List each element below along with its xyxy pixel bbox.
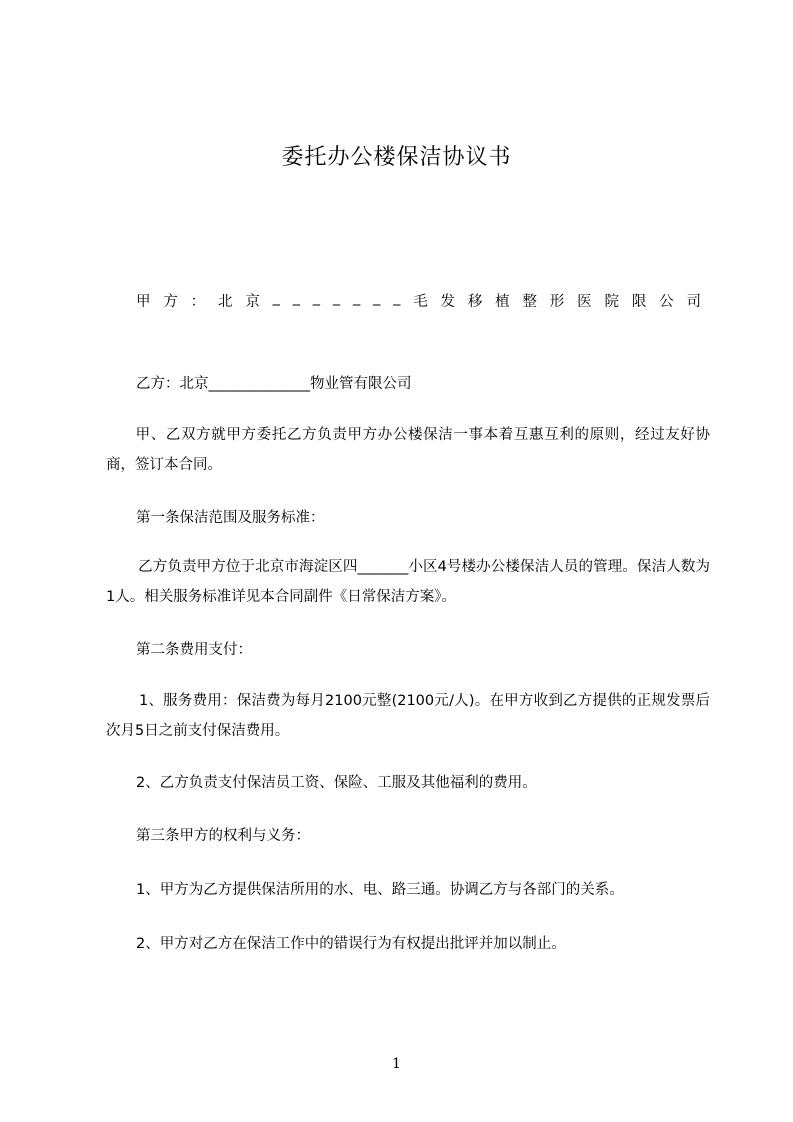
party-a-char: 北 [217, 294, 233, 310]
article2-item2: 2、乙方负责支付保洁员工资、保险、工服及其他福利的费用。 [136, 775, 537, 791]
article3-item2: 2、甲方对乙方在保洁工作中的错误行为有权提出批评并加以制止。 [136, 936, 566, 952]
party-a-char: _ [292, 290, 300, 306]
party-a-char: 发 [440, 294, 456, 310]
intro-text: 甲、乙双方就甲方委托乙方负责甲方办公楼保洁一事本着互惠互利的原则，经过友好协商，签订本合同。 [106, 427, 710, 473]
party-a-line [136, 290, 701, 311]
article3-item1: 1、甲方为乙方提供保洁所用的水、电、路三通。协调乙方与各部门的关系。 [136, 882, 624, 898]
party-a-char: 移 [467, 294, 483, 310]
party-a-char: 方 [163, 294, 178, 310]
party-a-char: 植 [495, 294, 510, 310]
document-title: 委托办公楼保洁协议书 [281, 145, 512, 170]
party-a-char: 整 [522, 294, 537, 310]
party-a-char: 形 [549, 294, 565, 310]
party-a-char: ： [190, 294, 206, 310]
party-b-line: 乙方：北京______________物业管有限公司 [136, 376, 412, 392]
article1-paragraph [106, 552, 710, 612]
party-a-char: 医 [577, 294, 592, 310]
party-a-char: 司 [686, 294, 701, 310]
intro-paragraph [106, 420, 710, 480]
party-a-char: _ [272, 290, 280, 306]
article3-heading: 第三条甲方的权利与义务： [136, 828, 310, 844]
article2-item1-text: 1、服务费用：保洁费为每月2100元整(2100元/人)。在甲方收到乙方提供的正规发票后次月5日之前支付保洁费用。 [106, 693, 710, 739]
party-a-char: 京 [245, 294, 260, 310]
party-a-char: 院 [604, 294, 619, 310]
party-a-char: 甲 [136, 294, 151, 310]
page-number: 1 [392, 1056, 401, 1072]
party-a-char: _ [332, 290, 341, 306]
article1-heading: 第一条保洁范围及服务标准： [136, 510, 325, 526]
party-a-char: _ [312, 290, 321, 306]
party-a-char: 限 [631, 294, 647, 310]
article1-text: 乙方负责甲方位于北京市海淀区四_______小区4号楼办公楼保洁人员的管理。保洁人数为1人。相关服务标准详见本合同副件《日常保洁方案》。 [106, 559, 710, 605]
party-a-char: _ [393, 290, 401, 306]
party-a-char: _ [352, 290, 361, 306]
party-a-char: 毛 [413, 294, 428, 310]
party-a-char: 公 [659, 294, 674, 310]
party-a-char: _ [373, 290, 381, 306]
article2-item1-paragraph [106, 686, 710, 746]
article2-heading: 第二条费用支付： [136, 642, 252, 658]
